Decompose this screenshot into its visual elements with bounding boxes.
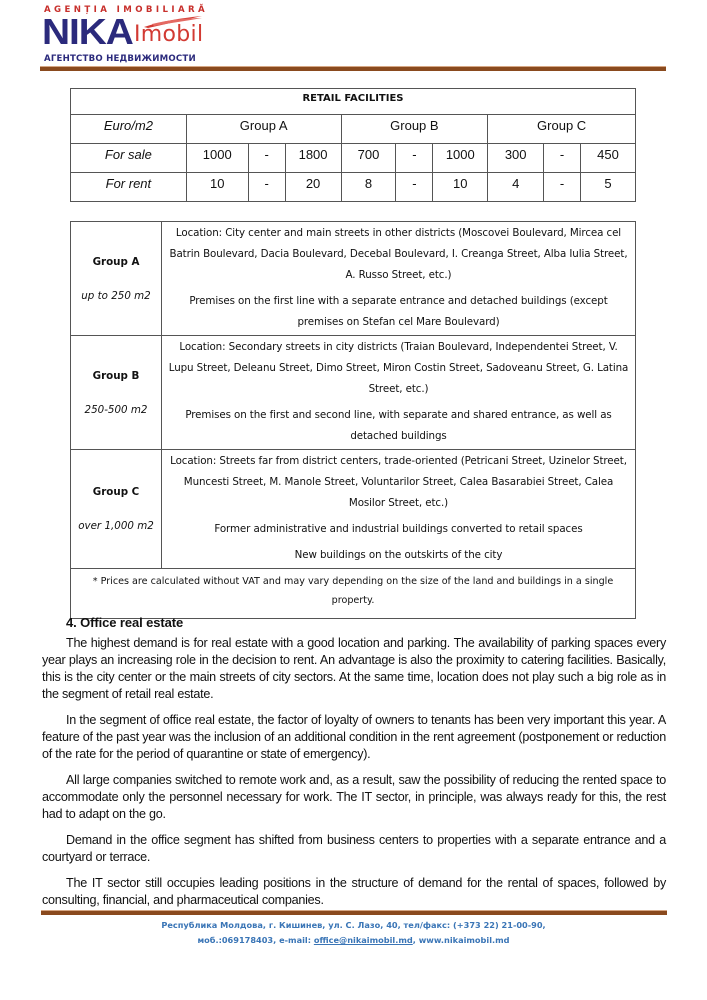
group-label-cell [71, 222, 162, 336]
group-location: Location: Secondary streets in city districts (Traian Boulevard, Independentei Street, V. Lupu Street, Deleanu Street, Dimo Street, Miron Costin Street, Sadoveanu Street, G. Latina Street, etc.) [168, 341, 629, 395]
table-title-row [71, 89, 636, 115]
row-label: For rent [71, 173, 187, 202]
price-footnote: * Prices are calculated without VAT and may vary depending on the size of the land and buildings in a single property. [71, 569, 636, 619]
group-name: Group A [92, 255, 140, 268]
table-row-for-rent [71, 173, 636, 202]
group-premises-extra: New buildings on the outskirts of the city [294, 549, 503, 561]
group-size: up to 250 m2 [81, 289, 151, 302]
footer-address: Республика Молдова, г. Кишинев, ул. С. Лазо, 40, тел/факс: (+373 22) 21-00-90, [161, 920, 546, 930]
group-name: Group B [92, 369, 140, 382]
column-header-group-b: Group B [341, 115, 488, 144]
group-description-cell [162, 336, 636, 450]
group-size: 250-500 m2 [84, 403, 148, 416]
price-min: 300 [488, 144, 544, 173]
group-description-cell [162, 450, 636, 569]
footnote-row [71, 569, 636, 619]
group-label-cell [71, 336, 162, 450]
email-link[interactable]: office@nikaimobil.md [313, 935, 413, 945]
header-divider [40, 66, 666, 71]
footer-contacts [0, 933, 707, 948]
logo-brand-primary: NIKA [42, 11, 133, 52]
footer-mobile: моб.:069178403, e-mail: [197, 935, 314, 945]
page-footer [0, 918, 707, 948]
paragraph: In the segment of office real estate, the factor of loyalty of owners to tenants has been very important this year. A feature of the past year was the inclusion of an additional condition in the rent agreement (postponement or reduction of the rate for the period of quarantine or state of emergency). [42, 713, 666, 761]
group-size: over 1,000 m2 [78, 520, 154, 532]
table-title: RETAIL FACILITIES [71, 89, 636, 115]
price-min: 4 [488, 173, 544, 202]
price-min: 8 [341, 173, 396, 202]
group-label-cell [71, 450, 162, 569]
group-row-b [71, 336, 636, 450]
range-separator: - [396, 173, 433, 202]
price-min: 1000 [186, 144, 248, 173]
row-label: For sale [71, 144, 187, 173]
group-premises: Former administrative and industrial buildings converted to retail spaces [214, 523, 583, 535]
price-min: 10 [186, 173, 248, 202]
group-description-cell [162, 222, 636, 336]
group-premises: Premises on the first and second line, with separate and shared entrance, as well as detached buildings [185, 409, 612, 442]
price-max: 20 [285, 173, 341, 202]
unit-label: Euro/m2 [71, 115, 187, 144]
range-separator: - [544, 173, 581, 202]
logo-brand-secondary: Imobil [134, 22, 204, 47]
retail-price-table [70, 88, 636, 202]
table-row-for-sale [71, 144, 636, 173]
company-logo [42, 2, 242, 66]
range-separator: - [544, 144, 581, 173]
group-row-a [71, 222, 636, 336]
price-max: 1000 [433, 144, 488, 173]
paragraph: Demand in the office segment has shifted from business centers to properties with a separate entrance and a courtyard or terrace. [42, 833, 666, 864]
price-min: 700 [341, 144, 396, 173]
paragraph: The highest demand is for real estate with a good location and parking. The availability of parking spaces every year plays an increasing role in the decision to rent. An advantage is also the proximity to catering facilities. Basically, this is the city center or the main streets of city sectors. At the same time, location does not play such a big role as in the segment of retail real estate. [42, 636, 666, 701]
section-body [42, 635, 666, 918]
price-max: 1800 [285, 144, 341, 173]
logo-tagline-top: AGENȚIA IMOBILIARĂ [44, 5, 209, 15]
range-separator: - [248, 173, 285, 202]
column-header-group-c: Group C [488, 115, 636, 144]
group-location: Location: City center and main streets in other districts (Moscovei Boulevard, Mircea cel Batrin Boulevard, Dacia Boulevard, Decebal Boulevard, I. Creanga Street, Alba Iulia Street, A. Russo Street, etc.) [169, 227, 628, 281]
range-separator: - [248, 144, 285, 173]
group-location: Location: Streets far from district centers, trade-oriented (Petricani Street, Uzinelor Street, Muncesti Street, M. Manole Street, Voluntarilor Street, Calea Basarabiei Street, Calea Mosilor Street, etc.) [170, 455, 627, 509]
price-max: 10 [433, 173, 488, 202]
group-premises: Premises on the first line with a separate entrance and detached buildings (except premises on Stefan cel Mare Boulevard) [189, 295, 608, 328]
column-header-group-a: Group A [186, 115, 341, 144]
footer-website: , www.nikaimobil.md [412, 935, 510, 945]
group-name: Group C [92, 486, 140, 498]
paragraph: All large companies switched to remote work and, as a result, saw the possibility of reducing the rented space to accommodate only the personnel necessary for work. The IT sector, in principle, was always ready for this, the rest had to adapt on the go. [42, 773, 666, 821]
section-heading: 4. Office real estate [66, 615, 184, 630]
footer-divider [41, 910, 667, 915]
range-separator: - [396, 144, 433, 173]
price-max: 5 [581, 173, 636, 202]
price-max: 450 [581, 144, 636, 173]
paragraph: The IT sector still occupies leading positions in the structure of demand for the rental of spaces, followed by consulting, financial, and pharmaceutical companies. [42, 876, 666, 907]
table-header-row [71, 115, 636, 144]
group-row-c [71, 450, 636, 569]
logo-tagline-bottom: АГЕНТСТВО НЕДВИЖИМОСТИ [44, 54, 196, 64]
group-descriptions-table [70, 221, 636, 619]
